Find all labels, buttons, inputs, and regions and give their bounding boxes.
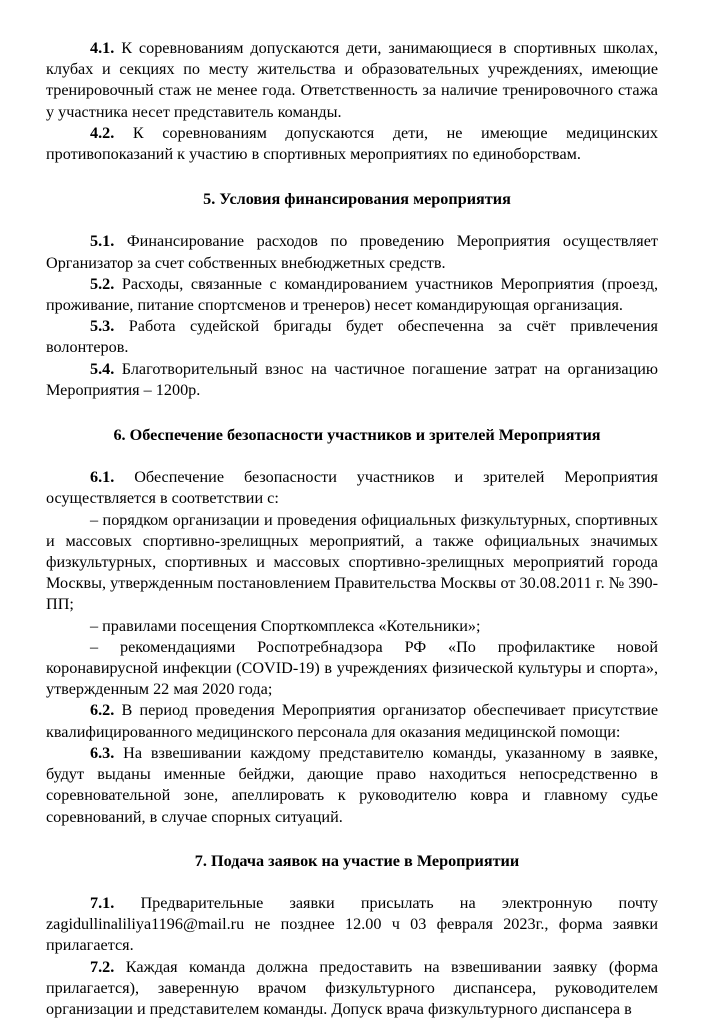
paragraph-5-1 [46, 231, 658, 273]
paragraph-4-2 [46, 123, 658, 165]
paragraph-text: К соревнованиям допускаются дети, занимающиеся в спортивных школах, клубах и секциях по месту жительства и образовательных учреждениях, имеющие тренировочный стаж не менее года. Ответственность за наличие тренировочного стажа у участника несет представитель команды. [46, 39, 659, 121]
paragraph-5-4 [46, 359, 658, 401]
paragraph-text: Обеспечение безопасности участников и зрителей Мероприятия осуществляется в соответствии с: [46, 468, 659, 508]
list-item-dash-2: – правилами посещения Спорткомплекса «Котельники»; [90, 616, 481, 635]
paragraph-number: 4.1. [90, 39, 115, 57]
paragraph-text: Работа судейской бригады будет обеспеченна за счёт привлечения волонтеров. [46, 317, 659, 357]
paragraph-number: 5.4. [90, 359, 115, 378]
paragraph-text: В период проведения Мероприятия организатор обеспечивает присутствие квалифицированного медицинского персонала для оказания медицинской помощи: [46, 701, 659, 741]
paragraph-number: 5.1. [90, 232, 115, 251]
paragraph-6-2 [46, 700, 658, 742]
paragraph-4-1 [46, 38, 658, 123]
email-address: zagidullinaliliya1196@mail.ru [46, 915, 245, 934]
paragraph-7-1 [46, 893, 658, 957]
paragraph-6-3 [46, 743, 658, 828]
section-heading-5: 5. Условия финансирования мероприятия [203, 190, 511, 209]
paragraph-number: 4.2. [90, 123, 115, 142]
paragraph-text: К соревнованиям допускаются дети, не имеющие медицинских противопоказаний к участию в спортивных мероприятиях по единоборствам. [46, 123, 658, 164]
paragraph-number: 5.3. [90, 317, 115, 336]
list-item-dash-3: – рекомендациями Роспотребнадзора РФ «По профилактике новой коронавирусной инфекции (COVID-19) в учреждениях физической культуры и спорта», утвержденным 22 мая 2020 года; [46, 637, 658, 699]
paragraph-number: 5.2. [90, 274, 115, 293]
paragraph-number: 6.2. [90, 701, 115, 720]
paragraph-number: 6.1. [90, 468, 115, 487]
paragraph-number: 7.1. [90, 893, 115, 912]
paragraph-text: На взвешивании каждому представителю команды, указанному в заявке, будут выданы именные бейджи, дающие право находиться непосредственно в соревновательной зоне, апеллировать к руководителю ковра и главному судье соревнований, в случае спорных ситуаций. [46, 743, 658, 826]
paragraph-5-2 [46, 274, 658, 316]
paragraph-7-2 [46, 957, 658, 1021]
paragraph-text: Финансирование расходов по проведению Мероприятия осуществляет Организатор за счет собственных внебюджетных средств. [46, 232, 658, 272]
paragraph-number: 7.2. [90, 957, 115, 976]
paragraph-text: не позднее 12.00 ч 03 февраля 2023г., форма заявки прилагается. [46, 915, 658, 955]
section-heading-7: 7. Подача заявок на участие в Мероприятии [194, 851, 520, 870]
paragraph-text: Каждая команда должна предоставить на взвешивании заявку (форма прилагается), заверенную врачом физкультурного диспансера, руководителем организации и представителем команды. Допуск врача физкультурного диспансера в [46, 957, 658, 1018]
section-heading-6: 6. Обеспечение безопасности участников и зрителей Мероприятия [113, 426, 601, 445]
paragraph-5-3 [46, 316, 658, 358]
paragraph-text: Предварительные заявки присылать на электронную почту [140, 893, 658, 912]
paragraph-text: Благотворительный взнос на частичное погашение затрат на организацию Мероприятия – 1200р. [46, 359, 659, 399]
paragraph-text: Расходы, связанные с командированием участников Мероприятия (проезд, проживание, питание спортсменов и тренеров) несет командирующая организация. [46, 274, 659, 315]
paragraph-number: 6.3. [90, 743, 115, 762]
paragraph-6-1 [46, 467, 658, 509]
list-item-dash-1: – порядком организации и проведения официальных физкультурных, спортивных и массовых спортивно-зрелищных мероприятий, а также официальных значимых физкультурных, спортивных и массовых спортивно-зрелищных мероприятий города Москвы, утвержденным постановлением Правительства Москвы от 30.08.2011 г. № 390-ПП; [46, 510, 658, 614]
